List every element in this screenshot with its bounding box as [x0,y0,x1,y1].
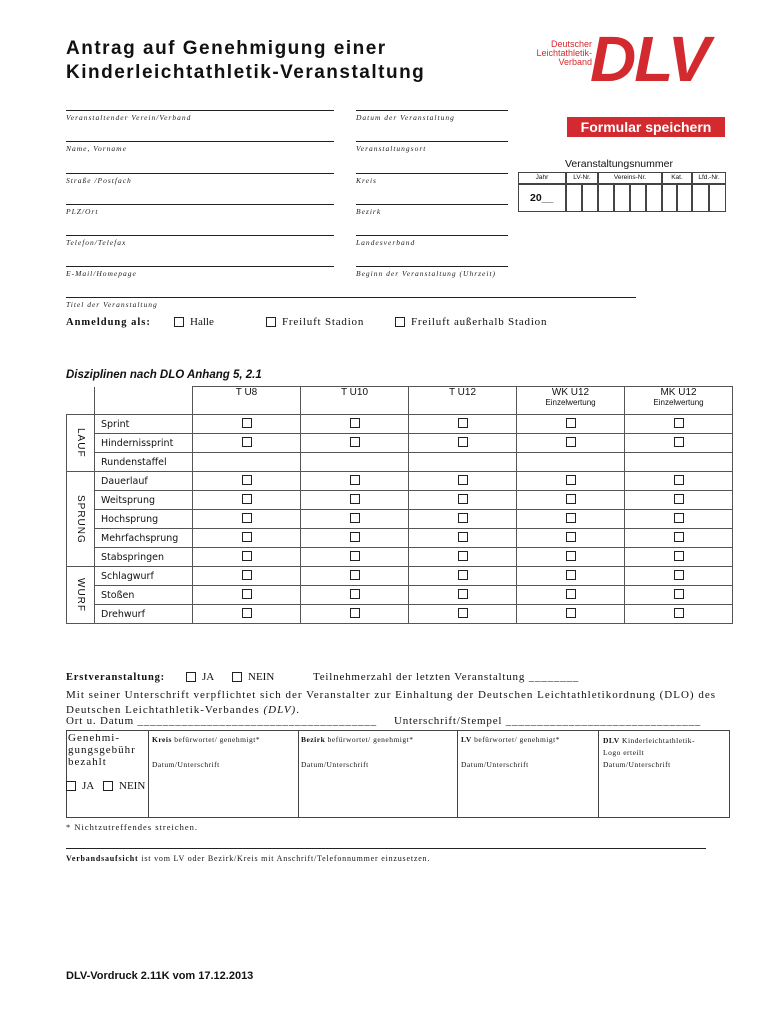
disc-sprint: Sprint [95,415,193,434]
vn-jahr-value: 20__ [530,192,554,204]
cb-hochsprung-tu12[interactable] [458,513,468,523]
cb-hochsprung-mku12[interactable] [674,513,684,523]
gebuehr-nein-checkbox[interactable] [103,781,113,791]
disc-stossen: Stoßen [95,586,193,605]
cb-hochsprung-tu10[interactable] [350,513,360,523]
dlv-signature[interactable]: Datum/Unterschrift [603,760,671,769]
cb-weitsprung-tu8[interactable] [242,494,252,504]
cb-stossen-tu8[interactable] [242,589,252,599]
cb-schlagwurf-tu8[interactable] [242,570,252,580]
cb-drehwurf-tu12[interactable] [458,608,468,618]
cb-stab-mku12[interactable] [674,551,684,561]
cb-drehwurf-tu8[interactable] [242,608,252,618]
label-titel: Titel der Veranstaltung [66,300,158,309]
cb-stossen-tu12[interactable] [458,589,468,599]
cb-sprint-wku12[interactable] [566,418,576,428]
footnote: * Nichtzutreffendes streichen. [66,822,199,832]
halle-checkbox[interactable] [174,317,184,327]
cb-schlagwurf-wku12[interactable] [566,570,576,580]
disc-mehrfachsprung: Mehrfachsprung [95,529,193,548]
vn-lfd: Lfd.-Nr. [698,174,720,181]
erst-nein-label: NEIN [248,671,275,683]
gebuehr-ja-checkbox[interactable] [66,781,76,791]
disziplinen-heading: Disziplinen nach DLO Anhang 5, 2.1 [66,369,262,381]
save-form-button[interactable]: Formular speichern [567,117,725,137]
lv-approval [461,735,560,744]
vn-verein: Vereins-Nr. [613,174,647,181]
gebuehr-ja-label: JA [82,780,95,792]
col-mku12-sub: Einzelwertung [653,398,704,407]
disc-hochsprung: Hochsprung [95,510,193,529]
col-tu8: T U8 [193,387,301,415]
cb-sprint-mku12[interactable] [674,418,684,428]
form-title-line2: Kinderleichtathletik-Veranstaltung [66,62,426,83]
logo-text-3: Verband [558,57,592,67]
halle-label: Halle [190,316,214,328]
cb-stossen-tu10[interactable] [350,589,360,599]
cb-stab-tu10[interactable] [350,551,360,561]
group-sprung: SPRUNG [67,472,95,567]
dlv-bold: DLV [603,736,620,745]
cb-weitsprung-mku12[interactable] [674,494,684,504]
gebuehr-label [68,732,136,768]
col-mku12-label: MK U12 [660,387,697,398]
kreis-rest: befürwortet/ genehmigt* [171,735,261,744]
disc-hindernissprint: Hindernissprint [95,434,193,453]
cb-stab-tu8[interactable] [242,551,252,561]
ort-datum-field[interactable]: Ort u. Datum ______________________________________ [66,715,377,727]
logo-text-1: Deutscher [550,39,592,49]
freiluft-ausserhalb-checkbox[interactable] [395,317,405,327]
label-bezirk: Bezirk [356,207,382,216]
vn-lfd-digit[interactable] [709,184,726,212]
lv-bold: LV [461,735,472,744]
bezirk-rest: befürwortet/ genehmigt* [325,735,414,744]
vnummer-title: Veranstaltungsnummer [565,158,673,170]
footer-form-id: DLV-Vordruck 2.11K vom 17.12.2013 [66,970,254,982]
logo-mark: DLV [590,23,709,95]
cb-hindernis-tu10[interactable] [350,437,360,447]
cb-hindernis-wku12[interactable] [566,437,576,447]
freiluft-ausserhalb-label: Freiluft außerhalb Stadion [411,316,548,328]
cb-hindernis-tu8[interactable] [242,437,252,447]
disc-weitsprung: Weitsprung [95,491,193,510]
statement-end: . [296,704,300,716]
vn-verein-digit[interactable] [614,184,630,212]
cb-weitsprung-tu10[interactable] [350,494,360,504]
vn-lfd-digit[interactable] [692,184,709,212]
label-plz: PLZ/Ort [66,207,99,216]
cb-weitsprung-tu12[interactable] [458,494,468,504]
logo-text-2: Leichtathletik- [536,48,592,58]
col-tu10: T U10 [301,387,409,415]
label-ort: Veranstaltungsort [356,144,427,153]
label-landesverband: Landesverband [356,238,416,247]
cb-drehwurf-mku12[interactable] [674,608,684,618]
vn-lv-digit[interactable] [566,184,582,212]
cb-stab-tu12[interactable] [458,551,468,561]
cb-sprint-tu12[interactable] [458,418,468,428]
bezirk-approval [301,735,413,744]
freiluft-stadion-checkbox[interactable] [266,317,276,327]
col-wku12-label: WK U12 [551,387,590,398]
label-telefon: Telefon/Telefax [66,238,127,247]
label-name: Name, Vorname [66,144,127,153]
label-strasse: Straße /Postfach [66,176,132,185]
freiluft-stadion-label: Freiluft Stadion [282,316,365,328]
label-beginn: Beginn der Veranstaltung (Uhrzeit) [356,269,497,278]
disc-stabspringen: Stabspringen [95,548,193,567]
cb-schlagwurf-mku12[interactable] [674,570,684,580]
dlv-logo [520,23,730,100]
vn-jahr: Jahr [535,174,549,181]
form-title-line1: Antrag auf Genehmigung einer [66,38,387,59]
anmeldung-label: Anmeldung als: [66,317,151,328]
label-datum: Datum der Veranstaltung [356,113,455,122]
label-email: E-Mail/Homepage [66,269,137,278]
disc-schlagwurf: Schlagwurf [95,567,193,586]
statement-line1: Mit seiner Unterschrift verpflichtet sich der Veranstalter zur Einhaltung der Deutschen Leichtathletikordnung (DLO) des [66,689,716,701]
cb-dauerlauf-tu8[interactable] [242,475,252,485]
cb-dauerlauf-tu10[interactable] [350,475,360,485]
gebuehr-l3: bezahlt [68,756,107,768]
kreis-signature[interactable]: Datum/Unterschrift [152,760,220,769]
dlv-approval [603,735,695,759]
cb-sprint-tu8[interactable] [242,418,252,428]
erst-ja-checkbox[interactable] [186,672,196,682]
aufsicht-bold: Verbandsaufsicht [66,854,139,863]
col-wku12 [517,387,625,415]
cb-dauerlauf-tu12[interactable] [458,475,468,485]
statement-dlv: (DLV) [263,704,297,716]
label-veranstalter: Veranstaltender Verein/Verband [66,113,192,122]
cb-mehrfach-tu8[interactable] [242,532,252,542]
cb-stossen-mku12[interactable] [674,589,684,599]
vn-verein-digit[interactable] [630,184,646,212]
statement-line2-text: Deutschen Leichtathletik-Verbandes [66,704,264,716]
lv-rest: befürwortet/ genehmigt* [471,735,560,744]
dlv-rest: Kinderleichtathletik- [619,736,696,745]
cb-drehwurf-wku12[interactable] [566,608,576,618]
cb-dauerlauf-wku12[interactable] [566,475,576,485]
vn-verein-digit[interactable] [598,184,614,212]
unterschrift-field[interactable]: Unterschrift/Stempel _______________________________ [394,715,702,727]
cb-stossen-wku12[interactable] [566,589,576,599]
erst-ja-label: JA [202,671,215,683]
col-mku12 [625,387,733,415]
vn-kat: Kat. [671,174,683,181]
cb-sprint-tu10[interactable] [350,418,360,428]
teilnehmer-field[interactable]: Teilnehmerzahl der letzten Veranstaltung ________ [313,671,580,683]
cb-mehrfach-tu12[interactable] [458,532,468,542]
gebuehr-nein-label: NEIN [119,780,146,792]
lv-signature[interactable]: Datum/Unterschrift [461,760,529,769]
erst-nein-checkbox[interactable] [232,672,242,682]
erst-label: Erstveranstaltung: [66,672,165,683]
vn-lv: LV-Nr. [573,174,591,181]
cb-mehrfach-tu10[interactable] [350,532,360,542]
cb-hochsprung-wku12[interactable] [566,513,576,523]
disc-rundenstaffel: Rundenstaffel [95,453,193,472]
col-tu12: T U12 [409,387,517,415]
kreis-bold: Kreis [152,735,172,744]
disc-dauerlauf: Dauerlauf [95,472,193,491]
bezirk-bold: Bezirk [301,735,326,744]
cb-hindernis-tu12[interactable] [458,437,468,447]
vn-kat-digit[interactable] [662,184,677,212]
group-lauf: LAUF [67,415,95,472]
vn-kat-digit[interactable] [677,184,692,212]
kreis-approval [152,735,260,744]
cb-stab-wku12[interactable] [566,551,576,561]
cb-dauerlauf-mku12[interactable] [674,475,684,485]
cb-weitsprung-wku12[interactable] [566,494,576,504]
cb-schlagwurf-tu12[interactable] [458,570,468,580]
bezirk-signature[interactable]: Datum/Unterschrift [301,760,369,769]
cb-drehwurf-tu10[interactable] [350,608,360,618]
gebuehr-l1: Genehmi- [68,732,120,744]
cb-hindernis-mku12[interactable] [674,437,684,447]
vn-lv-digit[interactable] [582,184,598,212]
group-wurf: WURF [67,567,95,624]
cb-hochsprung-tu8[interactable] [242,513,252,523]
col-wku12-sub: Einzelwertung [545,398,596,407]
cb-mehrfach-wku12[interactable] [566,532,576,542]
cb-mehrfach-mku12[interactable] [674,532,684,542]
disziplinen-table [66,386,733,624]
aufsicht-rest: ist vom LV oder Bezirk/Kreis mit Anschrift/Telefonnummer einzusetzen. [138,854,431,863]
disc-drehwurf: Drehwurf [95,605,193,624]
gebuehr-l2: gungsgebühr [68,744,136,756]
aufsicht-note [66,854,430,863]
label-kreis: Kreis [356,176,377,185]
vn-verein-digit[interactable] [646,184,662,212]
dlv-rest2: Logo erteilt [603,748,645,757]
cb-schlagwurf-tu10[interactable] [350,570,360,580]
